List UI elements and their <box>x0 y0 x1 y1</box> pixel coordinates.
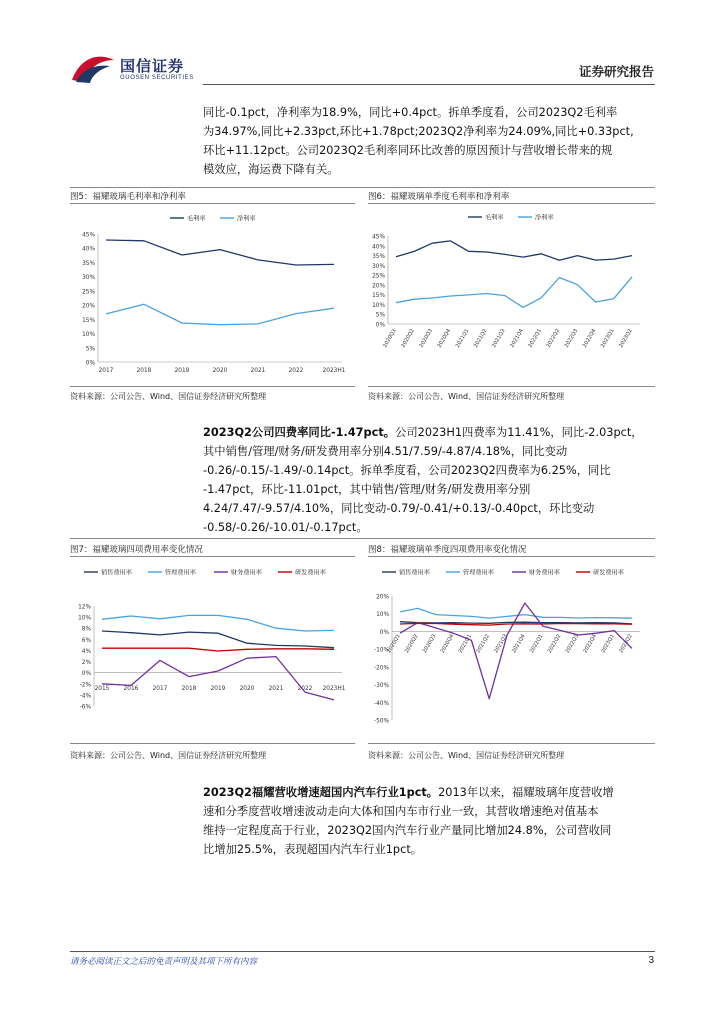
para3-line: 速和分季度营收增速波动走向大体和国内车市行业一致，其营收增速绝对值基本 <box>203 805 599 818</box>
series-line-研发费用率 <box>102 648 334 651</box>
legend-label: 净利率 <box>535 214 554 222</box>
y-tick-label: 35% <box>82 260 95 267</box>
legend-label: 管理费用率 <box>165 569 196 577</box>
fig8-chart <box>368 560 655 740</box>
series-line-管理费用率 <box>102 615 334 631</box>
x-tick-label: 2020Q4 <box>439 633 456 655</box>
x-tick-label: 2020Q2 <box>404 633 420 655</box>
fig6-title: 图6：福耀玻璃单季度毛利率和净利率 <box>368 192 510 202</box>
series-line-毛利率 <box>396 241 632 260</box>
y-tick-label: 40% <box>372 244 385 251</box>
header-rule <box>203 84 655 85</box>
fig8-source: 资料来源：公司公告、Wind、国信证券经济研究所整理 <box>368 751 565 760</box>
legend-label: 毛利率 <box>187 215 206 223</box>
para2-line: -0.58/-0.26/-10.01/-0.17pct。 <box>203 521 368 534</box>
y-tick-label: 0% <box>375 322 385 329</box>
x-tick-label: 2022Q2 <box>546 633 563 655</box>
y-tick-label: 15% <box>372 293 385 300</box>
para2-lead: 2023Q2公司四费率同比-1.47pct。 <box>203 426 396 439</box>
series-line-财务费用率 <box>102 657 334 700</box>
x-tick-label: 2020 <box>239 686 255 692</box>
fig7-title: 图7：福耀玻璃四项费用率变化情况 <box>70 545 203 555</box>
x-tick-label: 2023H1 <box>322 368 346 374</box>
para3-line: 2013年以来，福耀玻璃年度营收增 <box>438 786 614 799</box>
x-tick-label: 2022 <box>297 686 313 692</box>
y-tick-label: 8% <box>81 626 91 633</box>
series-line-管理费用率 <box>400 608 632 618</box>
x-tick-label: 2021Q3 <box>493 633 509 655</box>
y-tick-label: -4% <box>79 693 91 700</box>
series-line-毛利率 <box>106 240 334 265</box>
legend-label: 财务费用率 <box>529 569 560 577</box>
y-tick-label: 2% <box>81 660 91 667</box>
y-tick-label: 6% <box>81 637 91 644</box>
x-tick-label: 2023H1 <box>322 686 346 692</box>
fig5-title-rule <box>70 203 355 204</box>
x-tick-label: 2016 <box>123 686 139 692</box>
para1-line: 为34.97%,同比+2.33pct,环比+1.78pct;2023Q2净利率为24.09%,同比+0.33pct, <box>203 125 634 138</box>
x-tick-label: 2017 <box>152 686 168 692</box>
x-tick-label: 2018 <box>136 368 152 374</box>
footer-rule <box>70 951 655 952</box>
y-tick-label: 10% <box>376 612 389 619</box>
fig6-source: 资料来源：公司公告、Wind、国信证券经济研究所整理 <box>368 392 565 401</box>
fig5-title: 图5：福耀玻璃毛利率和净利率 <box>70 192 186 202</box>
legend-label: 销售费用率 <box>399 569 430 577</box>
para2-line: 4.24/7.47/-9.57/4.10%，同比变动-0.79/-0.41/+0.13/-0.40pct，环比变动 <box>203 502 595 515</box>
y-tick-label: -20% <box>374 665 389 672</box>
fig6-chart <box>368 206 655 386</box>
y-tick-label: 15% <box>82 317 95 324</box>
x-tick-label: 2022Q2 <box>545 328 562 349</box>
x-tick-label: 2020Q2 <box>400 328 416 349</box>
logo <box>70 52 116 84</box>
y-tick-label: 0% <box>81 671 91 678</box>
fig7-8-top-rule <box>70 538 655 539</box>
legend-label: 毛利率 <box>485 214 504 222</box>
y-tick-label: 25% <box>82 289 95 296</box>
y-tick-label: 5% <box>375 312 385 319</box>
fig7-source-rule <box>70 743 355 744</box>
disclaimer-note: 请务必阅读正文之后的免责声明及其项下所有内容 <box>70 957 258 967</box>
x-tick-label: 2023Q2 <box>618 633 634 655</box>
fig8-title-rule <box>368 556 655 557</box>
y-tick-label: 4% <box>81 648 91 655</box>
y-tick-label: 45% <box>372 234 385 241</box>
x-tick-label: 2020Q1 <box>382 328 398 349</box>
y-tick-label: 12% <box>78 604 91 611</box>
fig5-6-top-rule <box>70 187 655 188</box>
legend-label: 销售费用率 <box>101 569 132 577</box>
logo-name: 国信证券 <box>120 57 185 75</box>
y-tick-label: 0% <box>379 629 389 636</box>
fig8-title: 图8：福耀玻璃单季度四项费用率变化情况 <box>368 545 527 555</box>
x-tick-label: 2019 <box>174 368 190 374</box>
x-tick-label: 2020Q3 <box>421 633 438 655</box>
legend-label: 管理费用率 <box>463 569 494 577</box>
para3-line: 比增加25.5%，表现超国内汽车行业1pct。 <box>203 843 423 856</box>
y-tick-label: 0% <box>85 360 95 367</box>
x-tick-label: 2020Q1 <box>386 633 402 655</box>
x-tick-label: 2021Q1 <box>454 328 471 349</box>
y-tick-label: 45% <box>82 232 95 239</box>
fig8-source-rule <box>368 743 655 744</box>
y-tick-label: 20% <box>376 594 389 601</box>
x-tick-label: 2020Q4 <box>436 328 453 349</box>
y-tick-label: -30% <box>374 683 389 690</box>
x-tick-label: 2018 <box>181 686 197 692</box>
x-tick-label: 2023Q1 <box>600 633 616 655</box>
x-tick-label: 2022Q3 <box>564 633 581 655</box>
x-tick-label: 2022Q4 <box>582 633 599 655</box>
x-tick-label: 2022Q1 <box>527 328 543 349</box>
x-tick-label: 2021 <box>250 368 266 374</box>
fig7-title-rule <box>70 556 355 557</box>
x-tick-label: 2019 <box>210 686 226 692</box>
x-tick-label: 2023Q2 <box>618 328 634 349</box>
x-tick-label: 2023Q1 <box>600 328 616 349</box>
legend-label: 研发费用率 <box>593 569 624 577</box>
x-tick-label: 2021Q4 <box>509 328 525 349</box>
x-tick-label: 2021Q3 <box>491 328 507 349</box>
y-tick-label: 30% <box>372 263 385 270</box>
paragraph-2 <box>203 423 661 537</box>
para2-line: -1.47pct，环比-11.01pct，其中销售/管理/财务/研发费用率分别 <box>203 483 531 496</box>
x-tick-label: 2020 <box>212 368 228 374</box>
logo-subtitle: GUOSEN SECURITIES <box>120 75 194 81</box>
y-tick-label: 35% <box>372 254 385 261</box>
y-tick-label: 40% <box>82 246 95 253</box>
x-tick-label: 2017 <box>98 368 114 374</box>
y-tick-label: 30% <box>82 275 95 282</box>
series-line-净利率 <box>106 304 334 324</box>
paragraph-3 <box>203 783 661 859</box>
x-tick-label: 2022Q1 <box>529 633 545 655</box>
x-tick-label: 2022 <box>288 368 304 374</box>
legend-label: 财务费用率 <box>231 569 262 577</box>
legend-label: 净利率 <box>237 215 256 223</box>
fig5-chart <box>70 206 355 386</box>
y-tick-label: 10% <box>372 302 385 309</box>
fig7-source: 资料来源：公司公告、Wind、国信证券经济研究所整理 <box>70 751 267 760</box>
para2-line: -0.26/-0.15/-1.49/-0.14pct。拆单季度看，公司2023Q2四费率为6.25%，同比 <box>203 464 611 477</box>
x-tick-label: 2021Q2 <box>475 633 491 655</box>
para2-line: 其中销售/管理/财务/研发费用率分别4.51/7.59/-4.87/4.18%，同比变动 <box>203 445 568 458</box>
x-tick-label: 2021Q2 <box>473 328 489 349</box>
x-tick-label: 2021 <box>268 686 284 692</box>
y-tick-label: 10% <box>82 332 95 339</box>
y-tick-label: -10% <box>374 647 389 654</box>
legend-label: 研发费用率 <box>295 569 326 577</box>
fig7-chart <box>70 560 355 740</box>
para1-line: 环比+11.12pct。公司2023Q2毛利率同环比改善的原因预计与营收增长带来的规 <box>203 144 613 157</box>
report-type: 证券研究报告 <box>578 64 654 79</box>
x-tick-label: 2021Q4 <box>511 633 527 655</box>
y-tick-label: 10% <box>78 615 91 622</box>
series-line-研发费用率 <box>400 623 632 625</box>
y-tick-label: 20% <box>82 303 95 310</box>
series-line-净利率 <box>396 277 632 308</box>
x-tick-label: 2021Q1 <box>457 633 474 655</box>
series-line-销售费用率 <box>102 631 334 648</box>
y-tick-label: 5% <box>85 346 95 353</box>
fig6-source-rule <box>368 386 655 387</box>
y-tick-label: 20% <box>372 283 385 290</box>
x-tick-label: 2022Q3 <box>563 328 580 349</box>
para1-line: 模效应，海运费下降有关。 <box>203 163 339 176</box>
fig5-source-rule <box>70 386 355 387</box>
x-tick-label: 2015 <box>94 686 110 692</box>
para3-line: 维持一定程度高于行业，2023Q2国内汽车行业产量同比增加24.8%，公司营收同 <box>203 824 612 837</box>
para3-lead: 2023Q2福耀营收增速超国内汽车行业1pct。 <box>203 786 439 799</box>
x-tick-label: 2020Q3 <box>418 328 435 349</box>
fig5-source: 资料来源：公司公告、Wind、国信证券经济研究所整理 <box>70 392 267 401</box>
guosen-logo-icon <box>70 52 116 84</box>
para1-line: 同比-0.1pct，净利率为18.9%，同比+0.4pct。拆单季度看，公司2023Q2毛利率 <box>203 106 618 119</box>
paragraph-margins <box>203 103 661 179</box>
para2-line: 公司2023H1四费率为11.41%，同比-2.03pct， <box>395 426 643 439</box>
y-tick-label: -2% <box>79 682 91 689</box>
y-tick-label: -6% <box>79 704 91 711</box>
y-tick-label: -40% <box>374 700 389 707</box>
y-tick-label: -50% <box>374 718 389 725</box>
x-tick-label: 2022Q4 <box>581 328 598 349</box>
page-number: 3 <box>648 955 654 966</box>
fig6-title-rule <box>368 203 655 204</box>
y-tick-label: 25% <box>372 273 385 280</box>
